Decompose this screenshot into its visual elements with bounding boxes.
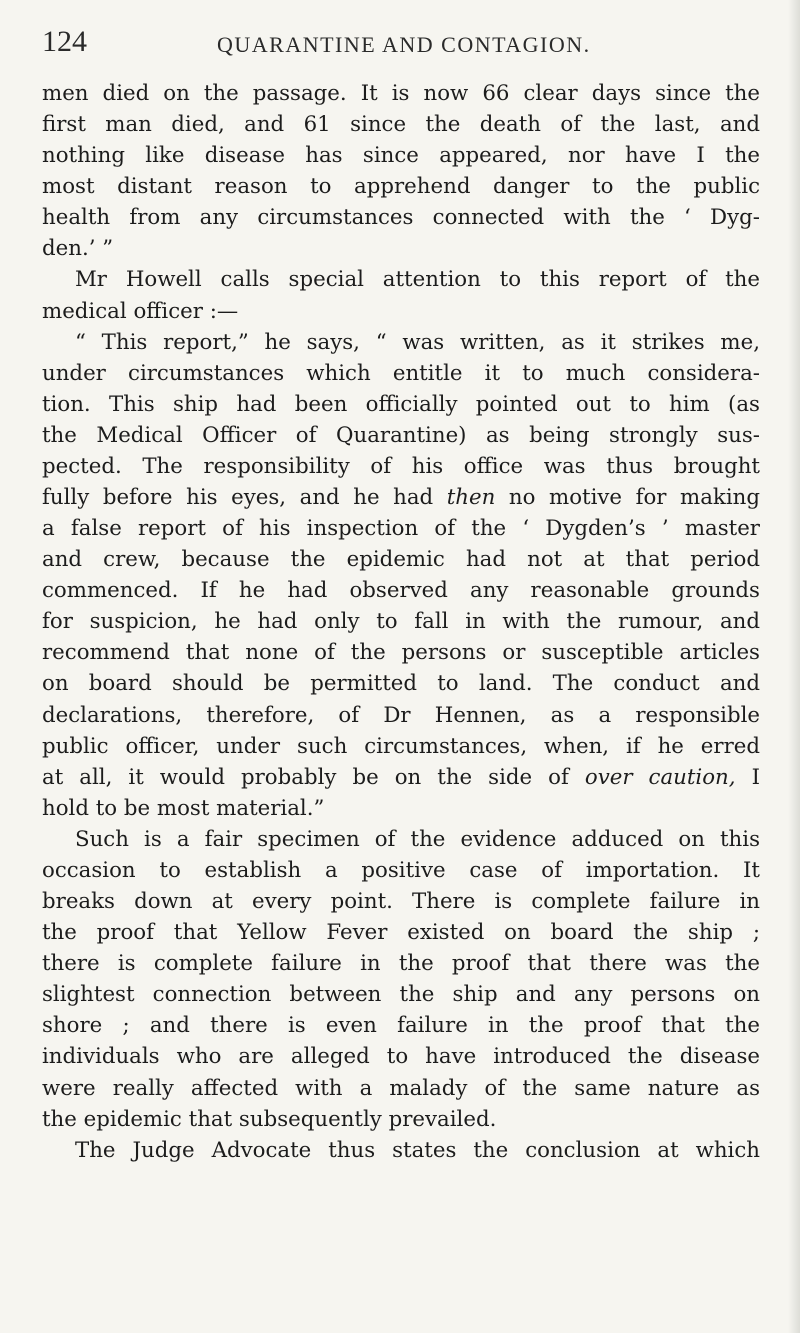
text-line: nothing like disease has since appeared, nor have I the [42, 143, 760, 169]
text-line: tion. This ship had been officially pointed out to him (as [42, 391, 760, 417]
text-line: and crew, because the epidemic had not at that period [42, 547, 760, 573]
text-line: medical officer :— [42, 298, 239, 324]
text-line: health from any circumstances connected with the ‘ Dyg- [42, 205, 760, 231]
page-number: 124 [42, 25, 87, 58]
text-line: at all, it would probably be on the side of over caution, I [42, 764, 760, 790]
running-title: QUARANTINE AND CONTAGION. [217, 32, 591, 57]
text-line: The Judge Advocate thus states the conclusion at which [75, 1137, 760, 1163]
text-line: there is complete failure in the proof that there was the [42, 951, 760, 977]
page-edge-shadow [788, 0, 800, 1333]
text-line: “ This report,” he says, “ was written, as it strikes me, [75, 329, 760, 355]
text-line: recommend that none of the persons or susceptible articles [42, 640, 760, 666]
text-line: the Medical Officer of Quarantine) as being strongly sus- [42, 422, 760, 448]
text-line: Mr Howell calls special attention to this report of the [75, 267, 760, 293]
text-line: the proof that Yellow Fever existed on board the ship ; [42, 920, 760, 946]
text-line: occasion to establish a positive case of importation. It [42, 857, 760, 883]
text-line: first man died, and 61 since the death of the last, and [42, 112, 760, 138]
italic-emphasis: over caution, [584, 764, 736, 790]
text-line: a false report of his inspection of the ‘ Dygden’s ’ master [42, 516, 760, 542]
text-line: men died on the passage. It is now 66 clear days since the [42, 81, 760, 106]
text-line: were really affected with a malady of the same nature as [42, 1075, 760, 1101]
text-line: commenced. If he had observed any reasonable grounds [42, 578, 760, 604]
text-line: the epidemic that subsequently prevailed. [42, 1106, 497, 1132]
page-header [42, 22, 760, 62]
text-line: public officer, under such circumstances, when, if he erred [42, 733, 760, 759]
text-line: den.’ ” [42, 236, 114, 262]
text-line: fully before his eyes, and he had then no motive for making [42, 485, 760, 511]
text-line: most distant reason to apprehend danger to the public [42, 174, 760, 200]
text-line: individuals who are alleged to have introduced the disease [42, 1044, 760, 1070]
body-text [42, 78, 760, 1166]
text-line: for suspicion, he had only to fall in with the rumour, and [42, 609, 760, 635]
italic-emphasis: then [446, 485, 496, 511]
text-line: declarations, therefore, of Dr Hennen, as a responsible [42, 702, 760, 728]
text-line: on board should be permitted to land. The conduct and [42, 671, 760, 697]
text-line: Such is a fair specimen of the evidence adduced on this [75, 826, 760, 852]
text-line: shore ; and there is even failure in the proof that the [42, 1013, 760, 1039]
text-line: slightest connection between the ship and any persons on [42, 982, 760, 1008]
text-line: hold to be most material.” [42, 795, 325, 821]
text-line: breaks down at every point. There is complete failure in [42, 889, 760, 915]
text-line: under circumstances which entitle it to much considera- [42, 360, 760, 386]
text-line: pected. The responsibility of his office was thus brought [42, 453, 760, 479]
